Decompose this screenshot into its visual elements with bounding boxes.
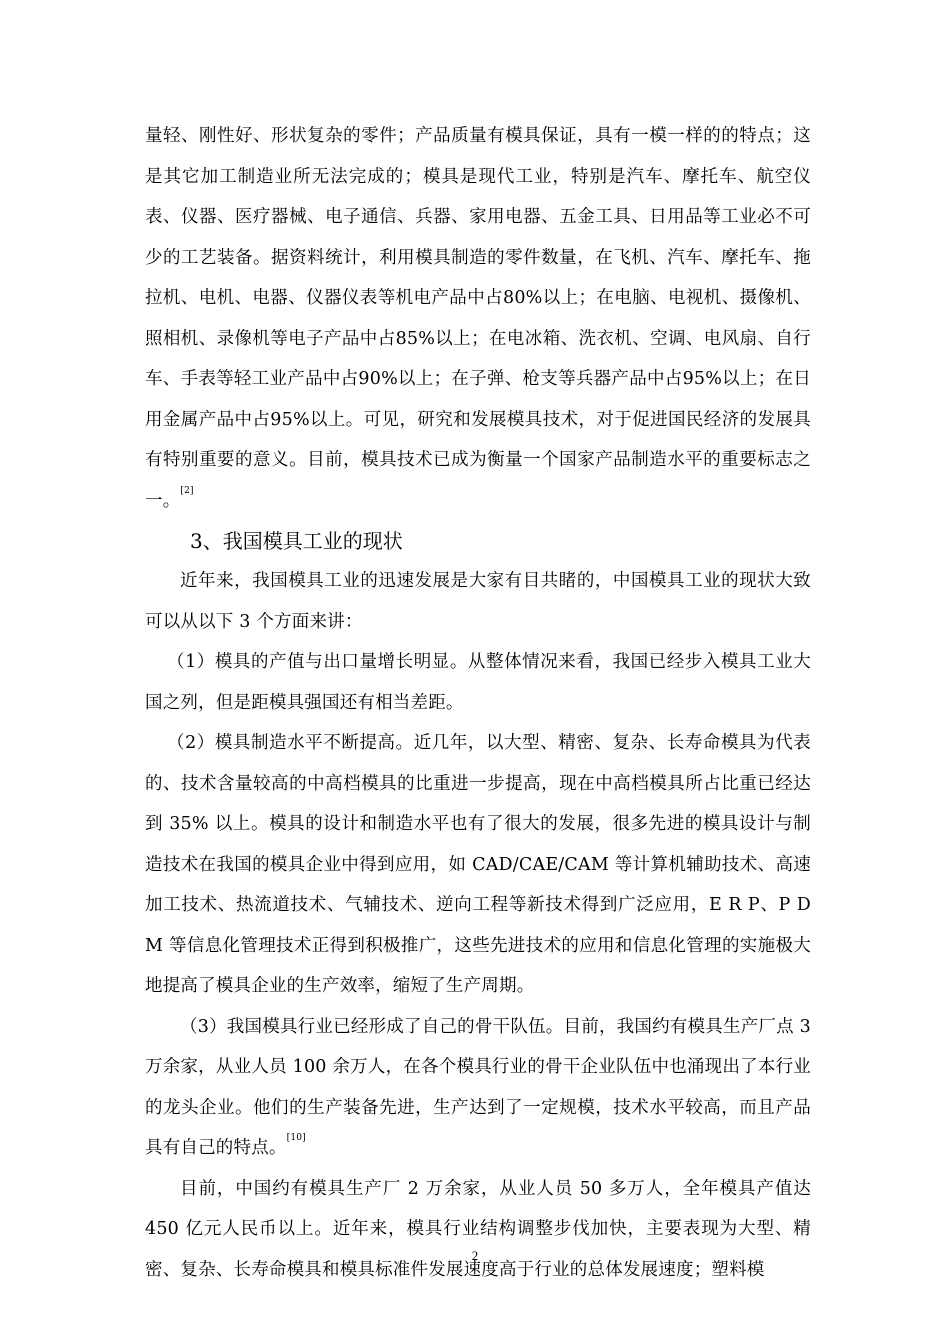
page-number: 2 [471, 1248, 479, 1263]
section-heading: 3、我国模具工业的现状 [190, 529, 403, 553]
citation-ref: [2] [180, 485, 194, 496]
paragraph-1 [145, 116, 811, 521]
paragraph-1-text: 量轻、刚性好、形状复杂的零件；产品质量有模具保证，具有一模一样的的特点；这是其它加工制造业所无法完成的；模具是现代工业，特别是汽车、摩托车、航空仪表、仪器、医疗器械、电子通信、兵器、家用电器、五金工具、日用品等工业必不可少的工艺装备。据资料统计，利用模具制造的零件数量，在飞机、汽车、摩托车、拖拉机、电机、电器、仪器仪表等机电产品中占80%以上；在电脑、电视机、摄像机、照相机、录像机等电子产品中占85%以上；在电冰箱、洗衣机、空调、电风扇、自行车、手表等轻工业产品中占90%以上；在子弹、枪支等兵器产品中占95%以上；在日用金属产品中占95%以上。可见，研究和发展模具技术，对于促进国民经济的发展具有特别重要的意义。目前，模具技术已成为衡量一个国家产品制造水平的重要标志之一。 [145, 126, 811, 511]
paragraph-3: （1）模具的产值与出口量增长明显。从整体情况来看，我国已经步入模具工业大国之列，但是距模具强国还有相当差距。 [145, 652, 811, 713]
paragraph-5 [145, 1007, 811, 1169]
paragraph-6: 目前，中国约有模具生产厂 2 万余家，从业人员 50 多万人，全年模具产值达 450 亿元人民币以上。近年来，模具行业结构调整步伐加快，主要表现为大型、精密、复杂、长寿命模具和模具标准件发展速度高于行业的总体发展速度；塑料模 [145, 1178, 811, 1280]
citation-ref: [10] [286, 1133, 306, 1143]
paragraph-4: （2）模具制造水平不断提高。近几年，以大型、精密、复杂、长寿命模具为代表的、技术含量较高的中高档模具的比重进一步提高，现在中高档模具所占比重已经达到 35% 以上。模具的设计和制造水平也有了很大的发展，很多先进的模具设计与制造技术在我国的模具企业中得到应用，如 CAD/CAE/CAM 等计算机辅助技术、高速加工技术、热流道技术、气辅技术、逆向工程等新技术得到广泛应用，E R P、P D M 等信息化管理技术正得到积极推广，这些先进技术的应用和信息化管理的实施极大地提高了模具企业的生产效率，缩短了生产周期。 [145, 733, 811, 996]
paragraph-2: 近年来，我国模具工业的迅速发展是大家有目共睹的，中国模具工业的现状大致可以从以下 3 个方面来讲： [145, 571, 811, 632]
document-body [145, 116, 811, 1290]
paragraph-5-text: （3）我国模具行业已经形成了自己的骨干队伍。目前，我国约有模具生产厂点 3 万余家，从业人员 100 余万人，在各个模具行业的骨干企业队伍中也涌现出了本行业的龙头企业。他们的生产装备先进，生产达到了一定规模，技术水平较高，而且产品具有自己的特点。 [145, 1016, 811, 1158]
